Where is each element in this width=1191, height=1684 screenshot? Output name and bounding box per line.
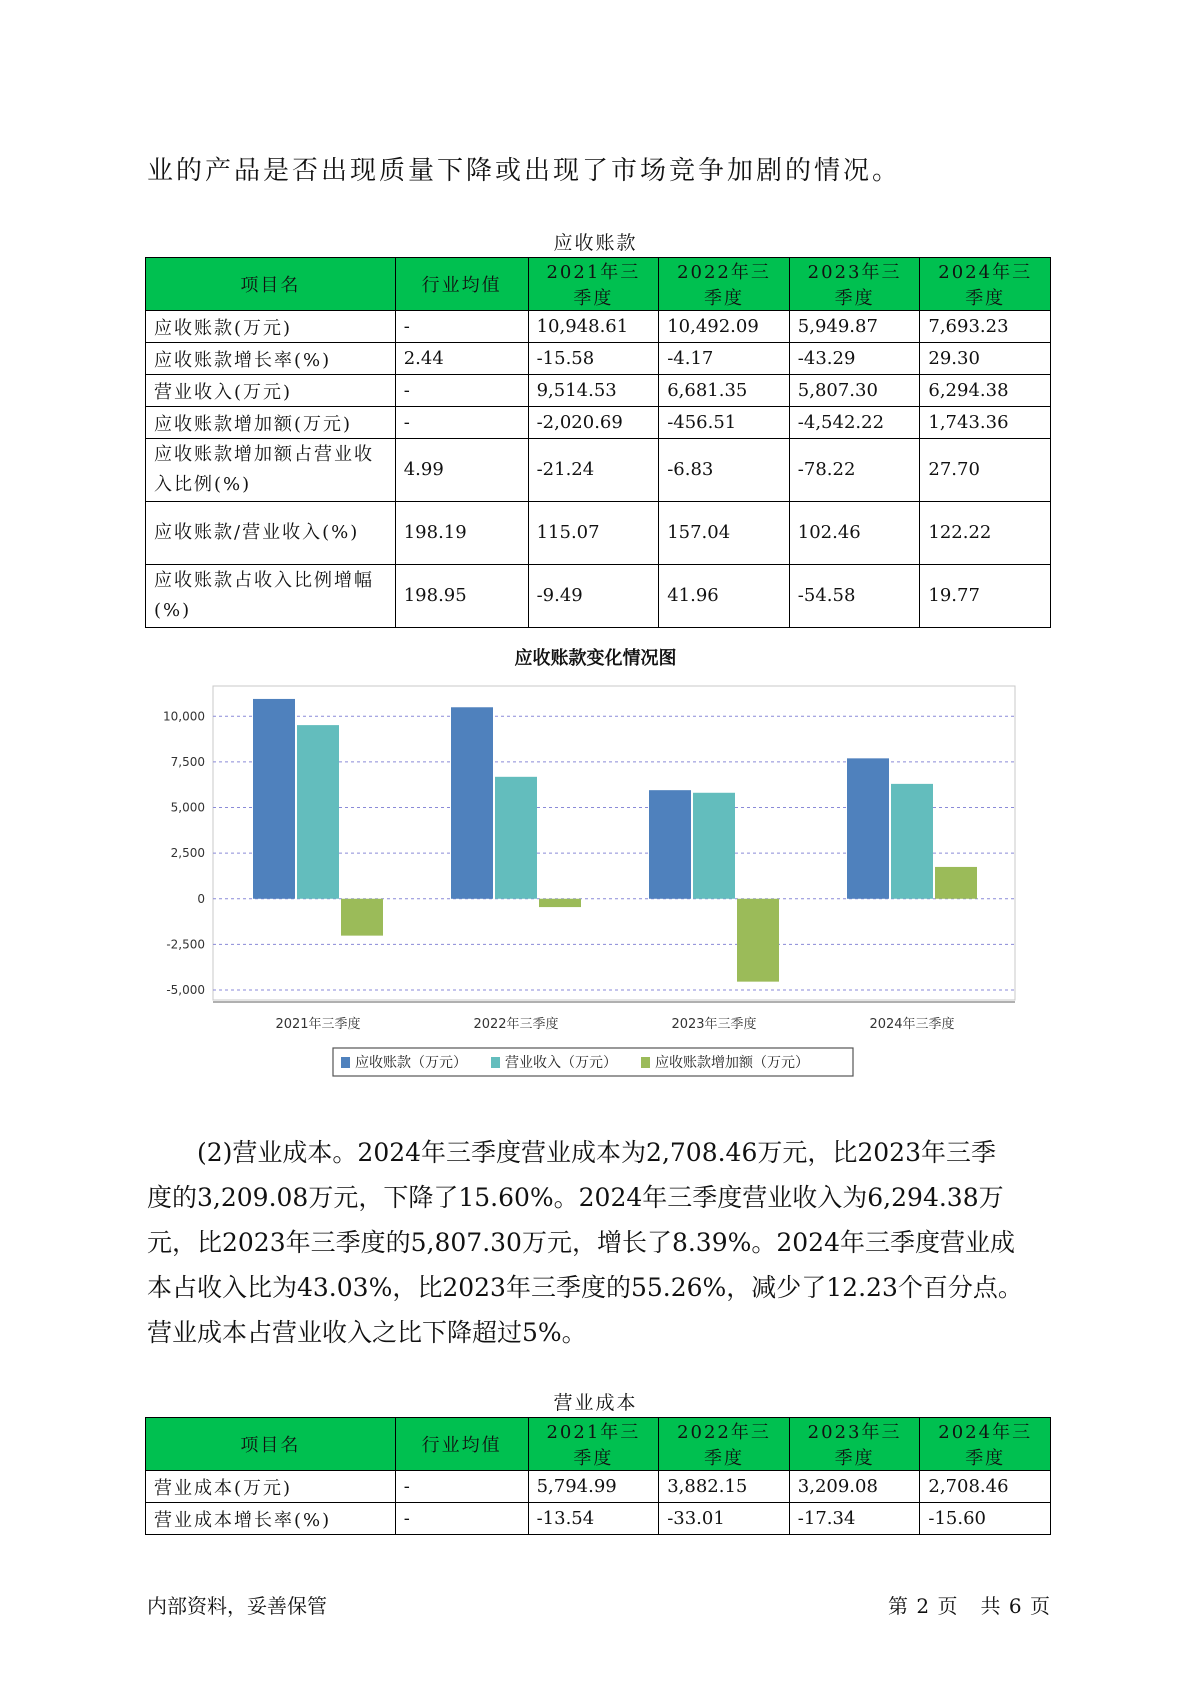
table-cell: -9.49 [528,565,659,628]
table-cell: 1,743.36 [920,407,1051,439]
table-cell: -4.17 [659,343,790,375]
column-header: 2022年三季度 [659,258,790,311]
table-cell: -15.58 [528,343,659,375]
chart-title: 应收账款变化情况图 [514,648,677,669]
column-header: 2021年三季度 [528,1418,659,1471]
table-cell: 10,948.61 [528,311,659,343]
column-header: 项目名 [146,258,396,311]
table-cell: - [395,311,528,343]
bar [253,699,295,899]
table-cell: 3,882.15 [659,1471,790,1503]
column-header: 2023年三季度 [789,1418,920,1471]
para-line: 本占收入比为43.03%，比2023年三季度的55.26%，减少了12.23个百分点。 [147,1273,1023,1302]
row-label: 应收账款增长率(%) [146,343,396,375]
table-row [146,1503,1051,1535]
bar [297,725,339,899]
table-cell: -17.34 [789,1503,920,1535]
column-header: 项目名 [146,1418,396,1471]
page-number: 第 2 页 共 6 页 [888,1594,1051,1618]
table-cell: 5,807.30 [789,375,920,407]
table-cell: -33.01 [659,1503,790,1535]
para-line: 元，比2023年三季度的5,807.30万元，增长了8.39%。2024年三季度营业成 [147,1228,1015,1257]
row-label: 应收账款/营业收入(%) [146,502,396,565]
table-cell: 9,514.53 [528,375,659,407]
bar [341,899,383,936]
x-tick-label: 2022年三季度 [473,1017,559,1032]
table-cell: -78.22 [789,439,920,502]
table-cell: 41.96 [659,565,790,628]
table-cell: 5,949.87 [789,311,920,343]
row-label: 应收账款(万元) [146,311,396,343]
y-tick-label: -5,000 [166,983,205,997]
table-cell: 198.95 [395,565,528,628]
column-header: 2023年三季度 [789,258,920,311]
table-cell: 19.77 [920,565,1051,628]
y-tick-label: 5,000 [170,800,205,815]
bar [649,790,691,899]
bar [451,707,493,898]
bar [935,867,977,899]
table-cell: - [395,407,528,439]
table-row [146,407,1051,439]
table-row [146,375,1051,407]
table-cell: -4,542.22 [789,407,920,439]
table-row [146,439,1051,502]
y-tick-label: 7,500 [170,754,205,769]
table-cell: - [395,1503,528,1535]
table-row [146,502,1051,565]
table-row [146,565,1051,628]
bar [847,758,889,898]
table-cell: -2,020.69 [528,407,659,439]
table-cell: -15.60 [920,1503,1051,1535]
receivables-table [145,257,1051,628]
y-tick-label: 0 [197,891,205,906]
y-tick-label: 2,500 [170,846,205,861]
table-cell: 2.44 [395,343,528,375]
table-row [146,311,1051,343]
para-line: (2)营业成本。2024年三季度营业成本为2,708.46万元，比2023年三季 [197,1138,996,1167]
legend-label: 营业收入（万元） [505,1055,617,1071]
table-cell: -456.51 [659,407,790,439]
column-header: 行业均值 [395,1418,528,1471]
column-header: 行业均值 [395,258,528,311]
legend-swatch [491,1057,500,1068]
x-tick-label: 2023年三季度 [671,1017,757,1032]
intro-line: 业的产品是否出现质量下降或出现了市场竞争加剧的情况。 [147,156,902,186]
row-label: 营业收入(万元) [146,375,396,407]
receivables-chart [145,680,1025,1090]
table1-caption: 应收账款 [553,232,638,254]
table-cell: 4.99 [395,439,528,502]
table-header-row [146,1418,1051,1471]
bar [737,899,779,982]
table-cell: 198.19 [395,502,528,565]
table-cell: -43.29 [789,343,920,375]
row-label: 应收账款占收入比例增幅(%) [146,565,396,628]
table-cell: 115.07 [528,502,659,565]
table-row [146,343,1051,375]
table-cell: -6.83 [659,439,790,502]
row-label: 应收账款增加额占营业收入比例(%) [146,439,396,502]
table-cell: -13.54 [528,1503,659,1535]
column-header: 2024年三季度 [920,258,1051,311]
legend-swatch [341,1057,350,1068]
table-cell: 3,209.08 [789,1471,920,1503]
table-cell: 102.46 [789,502,920,565]
table-cell: - [395,375,528,407]
para-line: 营业成本占营业收入之比下降超过5%。 [147,1318,587,1347]
table-cell: -54.58 [789,565,920,628]
bar [891,784,933,899]
table-cell: 27.70 [920,439,1051,502]
table-cell: 5,794.99 [528,1471,659,1503]
table-header-row [146,258,1051,311]
table-cell: 6,294.38 [920,375,1051,407]
column-header: 2022年三季度 [659,1418,790,1471]
legend-label: 应收账款增加额（万元） [655,1055,809,1071]
table-cell: 122.22 [920,502,1051,565]
para-line: 度的3,209.08万元，下降了15.60%。2024年三季度营业收入为6,294.38万 [147,1183,1004,1212]
cost-paragraph [147,1130,1057,1355]
bar [495,777,537,899]
column-header: 2021年三季度 [528,258,659,311]
table-cell: 7,693.23 [920,311,1051,343]
table-cell: 2,708.46 [920,1471,1051,1503]
row-label: 应收账款增加额(万元) [146,407,396,439]
table-cell: -21.24 [528,439,659,502]
x-tick-label: 2024年三季度 [869,1017,955,1032]
footer-note: 内部资料，妥善保管 [147,1594,327,1618]
bar [693,793,735,899]
bar [539,899,581,907]
table2-caption: 营业成本 [553,1392,638,1414]
y-tick-label: 10,000 [163,709,205,724]
cost-table [145,1417,1051,1535]
table-cell: - [395,1471,528,1503]
row-label: 营业成本增长率(%) [146,1503,396,1535]
table-row [146,1471,1051,1503]
table-cell: 29.30 [920,343,1051,375]
y-tick-label: -2,500 [166,937,205,952]
x-tick-label: 2021年三季度 [275,1017,361,1032]
legend-label: 应收账款（万元） [355,1055,467,1071]
row-label: 营业成本(万元) [146,1471,396,1503]
table-cell: 6,681.35 [659,375,790,407]
table-cell: 157.04 [659,502,790,565]
table-cell: 10,492.09 [659,311,790,343]
column-header: 2024年三季度 [920,1418,1051,1471]
legend-swatch [641,1057,650,1068]
